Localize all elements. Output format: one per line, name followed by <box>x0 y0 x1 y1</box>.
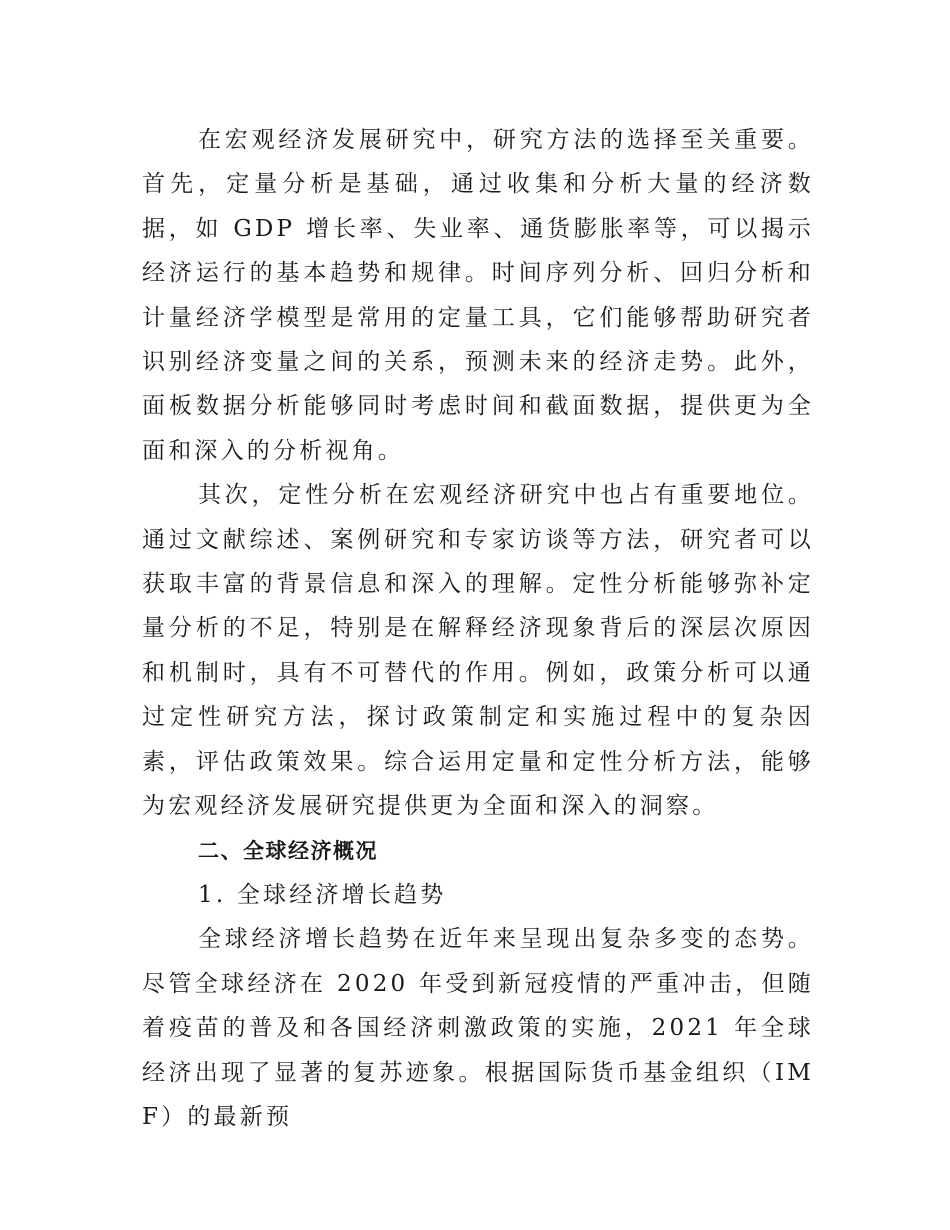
paragraph-global-growth: 全球经济增长趋势在近年来呈现出复杂多变的态势。尽管全球经济在 2020 年受到新冠疫情的严重冲击，但随着疫苗的普及和各国经济刺激政策的实施，2021 年全球经济出现了显著的复苏迹象。根据国际货币基金组织（IMF）的最新预 <box>142 926 814 1130</box>
paragraph-research-methods-qualitative: 其次，定性分析在宏观经济研究中也占有重要地位。通过文献综述、案例研究和专家访谈等方法，研究者可以获取丰富的背景信息和深入的理解。定性分析能够弥补定量分析的不足，特别是在解释经济现象背后的深层次原因和机制时，具有不可替代的作用。例如，政策分析可以通过定性研究方法，探讨政策制定和实施过程中的复杂因素，评估政策效果。综合运用定量和定性分析方法，能够为宏观经济发展研究提供更为全面和深入的洞察。 <box>142 482 814 820</box>
paragraph-research-methods-quantitative: 在宏观经济发展研究中，研究方法的选择至关重要。首先，定量分析是基础，通过收集和分析大量的经济数据，如 GDP 增长率、失业率、通货膨胀率等，可以揭示经济运行的基本趋势和规律。时间序列分析、回归分析和计量经济学模型是常用的定量工具，它们能够帮助研究者识别经济变量之间的关系，预测未来的经济走势。此外，面板数据分析能够同时考虑时间和截面数据，提供更为全面和深入的分析视角。 <box>142 127 814 464</box>
document-body <box>142 118 814 1139</box>
section-heading: 二、全球经济概况 <box>198 838 378 863</box>
subsection-heading: 1. 全球经济增长趋势 <box>198 881 447 908</box>
